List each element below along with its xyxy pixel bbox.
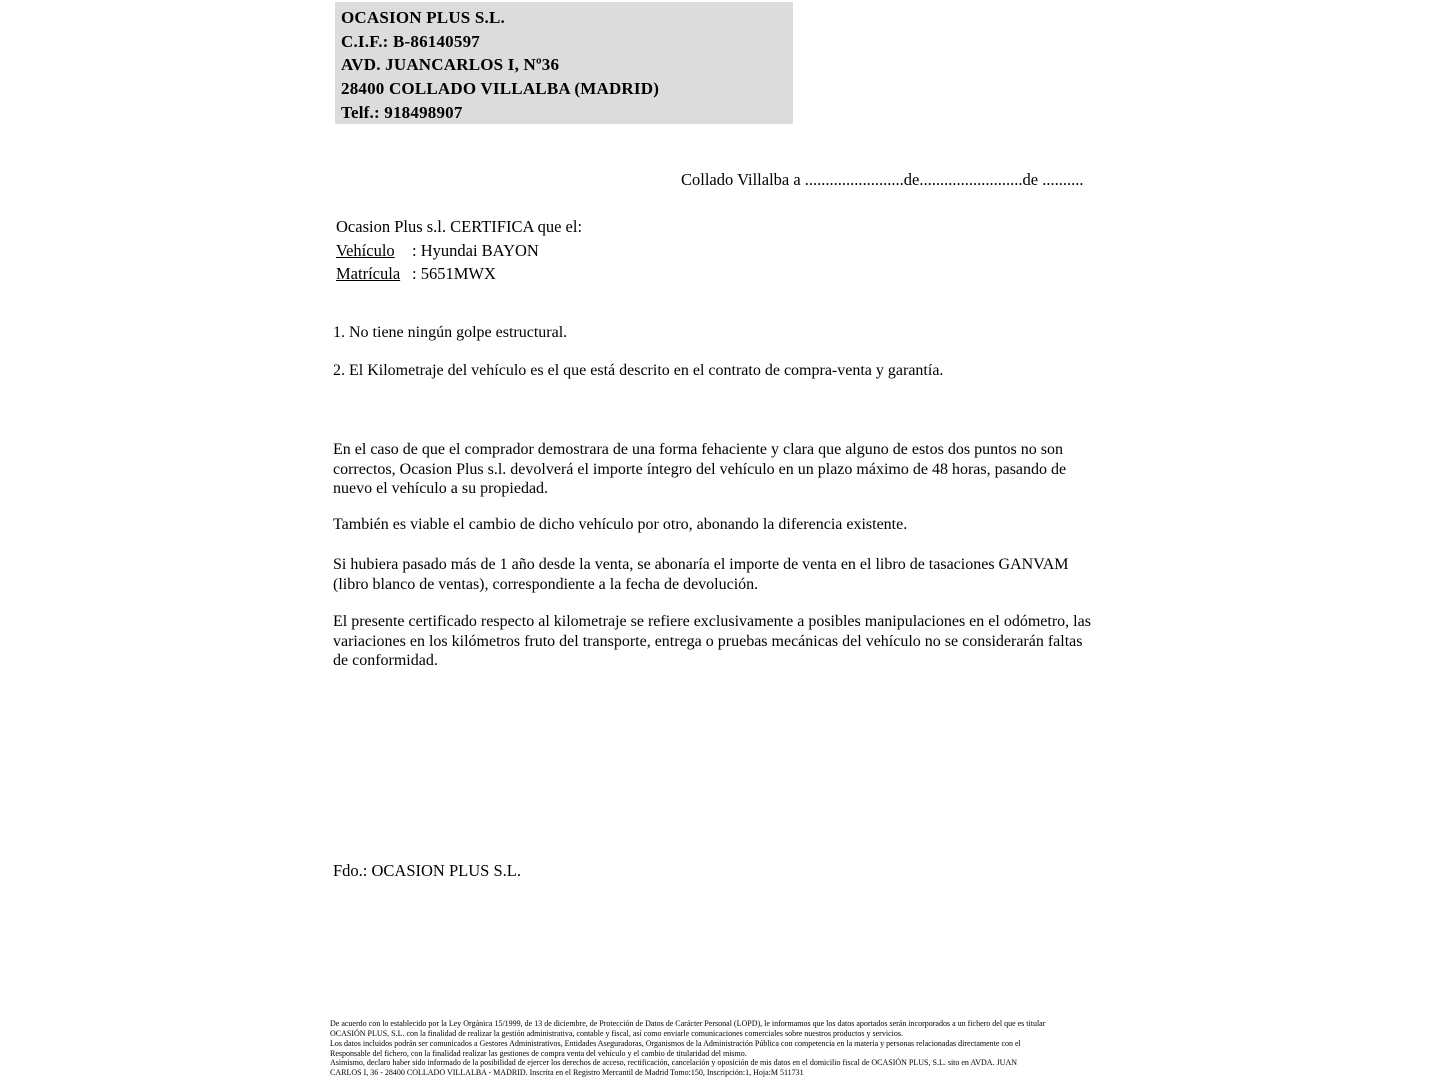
company-phone: Telf.: 918498907: [341, 102, 463, 122]
legal-line-3: Los datos incluidos podrán ser comunicados a Gestores Administrativos, Entidades Aseguradoras, Organismos de la Administración Pública con competencia en la materia y personas relacionadas directamente con el: [330, 1038, 1021, 1048]
plate-value: 5651MWX: [420, 264, 496, 284]
legal-line-2: OCASIÓN PLUS, S.L. con la finalidad de realizar la gestión administrativa, contable y fiscal, así como enviarle comunicaciones comerciales sobre nuestros productos y servicios.: [330, 1028, 903, 1038]
date-fill-in-line: Collado Villalba a ........................de.........................de ..........: [681, 170, 1084, 189]
vehicle-label-cell: [336, 239, 412, 263]
company-name: OCASION PLUS S.L.: [341, 8, 505, 27]
company-address: AVD. JUANCARLOS I, Nº36: [341, 55, 560, 75]
paragraph-odometer-disclaimer: El presente certificado respecto al kilometraje se refiere exclusivamente a posibles manipulaciones en el odómetro, las variaciones en los kilómetros fruto del transporte, entrega o pruebas mecánicas del vehículo no se considerarán faltas de conformidad.: [333, 613, 1091, 670]
vehicle-separator: :: [412, 240, 417, 260]
legal-line-5: Asimismo, declaro haber sido informado de la posibilidad de ejercer los derechos de acceso, rectificación, cancelación y oposición de mis datos en el domicilio fiscal de OCASIÓN PLUS, S.L. sito en AVDA. JUAN: [330, 1058, 1018, 1068]
paragraph-exchange-option: También es viable el cambio de dicho vehículo por otro, abonando la diferencia existente.: [333, 516, 908, 533]
legal-line-1: De acuerdo con lo establecido por la Ley Orgánica 15/1999, de 13 de diciembre, de Protección de Datos de Carácter Personal (LOPD), le informamos que los datos aportados serán incorporados a un fichero del que es titular: [330, 1019, 1046, 1028]
certification-block: [336, 215, 582, 286]
legal-line-6: CARLOS I, 36 - 28400 COLLADO VILLALBA - MADRID. Inscrita en el Registro Mercantil de Madrid Tomo:150, Inscripción:1, Hoja:M 511731: [330, 1068, 804, 1078]
vehicle-field: [336, 239, 582, 263]
clause-2: 2. El Kilometraje del vehículo es el que está descrito en el contrato de compra-venta y garantía.: [333, 362, 944, 379]
plate-separator: :: [412, 264, 417, 284]
plate-label-cell: [336, 262, 412, 286]
paragraph-refund-terms: En el caso de que el comprador demostrara de una forma fehaciente y clara que alguno de estos dos puntos no son correctos, Ocasion Plus s.l. devolverá el importe íntegro del vehículo en un plazo máximo de 48 horas, pasando de nuevo el vehículo a su propiedad.: [333, 441, 1067, 498]
company-city: 28400 COLLADO VILLALBA (MADRID): [341, 79, 660, 99]
vehicle-label: Vehículo: [336, 240, 395, 260]
company-cif: C.I.F.: B-86140597: [341, 31, 480, 51]
paragraph-ganvam-valuation: Si hubiera pasado más de 1 año desde la venta, se abonaría el importe de venta en el libro de tasaciones GANVAM (libro blanco de ventas), correspondiente a la fecha de devolución.: [333, 556, 1069, 593]
plate-field: [336, 262, 582, 286]
clause-1: 1. No tiene ningún golpe estructural.: [333, 324, 568, 341]
vehicle-value: Hyundai BAYON: [420, 240, 539, 260]
legal-footer: [330, 1019, 1045, 1078]
certification-intro: Ocasion Plus s.l. CERTIFICA que el:: [336, 217, 583, 236]
legal-line-4: Responsable del fichero, con la finalidad realizar las gestiones de compra venta del vehículo y el cambio de titularidad del mismo.: [330, 1048, 747, 1058]
company-header-box: [335, 2, 793, 124]
signature-line: Fdo.: OCASION PLUS S.L.: [333, 861, 521, 880]
plate-label: Matrícula: [336, 264, 401, 284]
